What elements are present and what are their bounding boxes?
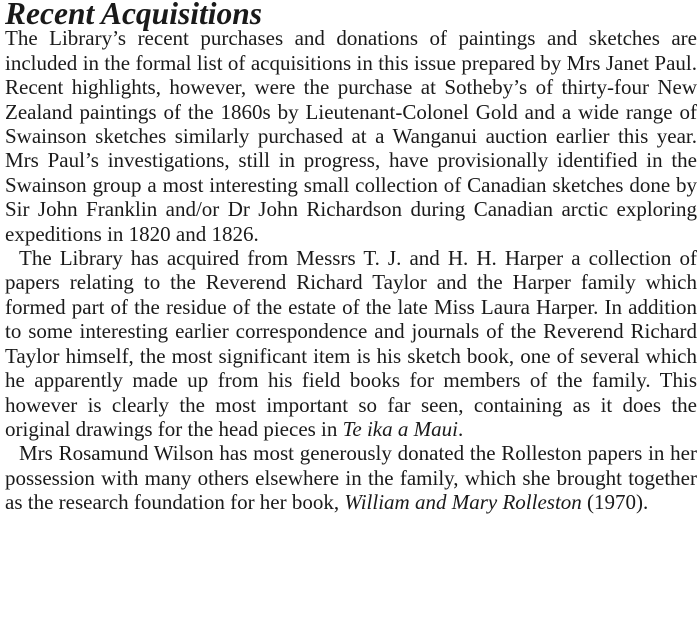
paragraph-rolleston-papers (5, 441, 697, 514)
book-title-rolleston: William and Mary Rolleston (344, 490, 582, 515)
paragraph-acquisitions (5, 26, 697, 246)
paragraph-text-end: . (457, 416, 464, 441)
paragraph-text: The Library has acquired from Messrs T. J. and H. H. Harper a collection of papers relating to the Reverend Richard Taylor and the Harper family which formed part of the residue of the estate of the late Miss Laura Harper. In addition to some interesting earlier correspondence and journals of the Reverend Richard Taylor himself, the most significant item is his sketch book, one of several which he apparently made up from his field books for members of the family. This however is clearly the most important so far seen, containing as it does the original drawings for the head pieces in (5, 246, 697, 441)
book-title-te-ika-a-maui: Te ika a Maui (342, 416, 458, 441)
paragraph-text: Mrs Rosamund Wilson has most generously donated the Rolleston papers in her possession with many others elsewhere in the family, which she brought together as the research foundation for her book, (5, 441, 697, 515)
section-heading: Recent Acquisitions (5, 0, 262, 31)
paragraph-text: The Library’s recent purchases and donations of paintings and sketches are included in the formal list of acquisitions in this issue prepared by Mrs Janet Paul. Recent highlights, however, were the purchase at Sotheby’s of thirty-four New Zealand paintings of the 1860s by Lieutenant-Colonel Gold and a wide range of Swainson sketches similarly purchased at a Wanganui auction earlier this year. Mrs Paul’s investigations, still in progress, have provisionally identified in the Swainson group a most interesting small collection of Canadian sketches done by Sir John Franklin and/or Dr John Richardson during Canadian arctic exploring expeditions in 1820 and 1826. (5, 26, 697, 246)
document-page (5, 0, 697, 515)
paragraph-text-end: (1970). (581, 490, 649, 515)
paragraph-harper-papers (5, 246, 697, 441)
